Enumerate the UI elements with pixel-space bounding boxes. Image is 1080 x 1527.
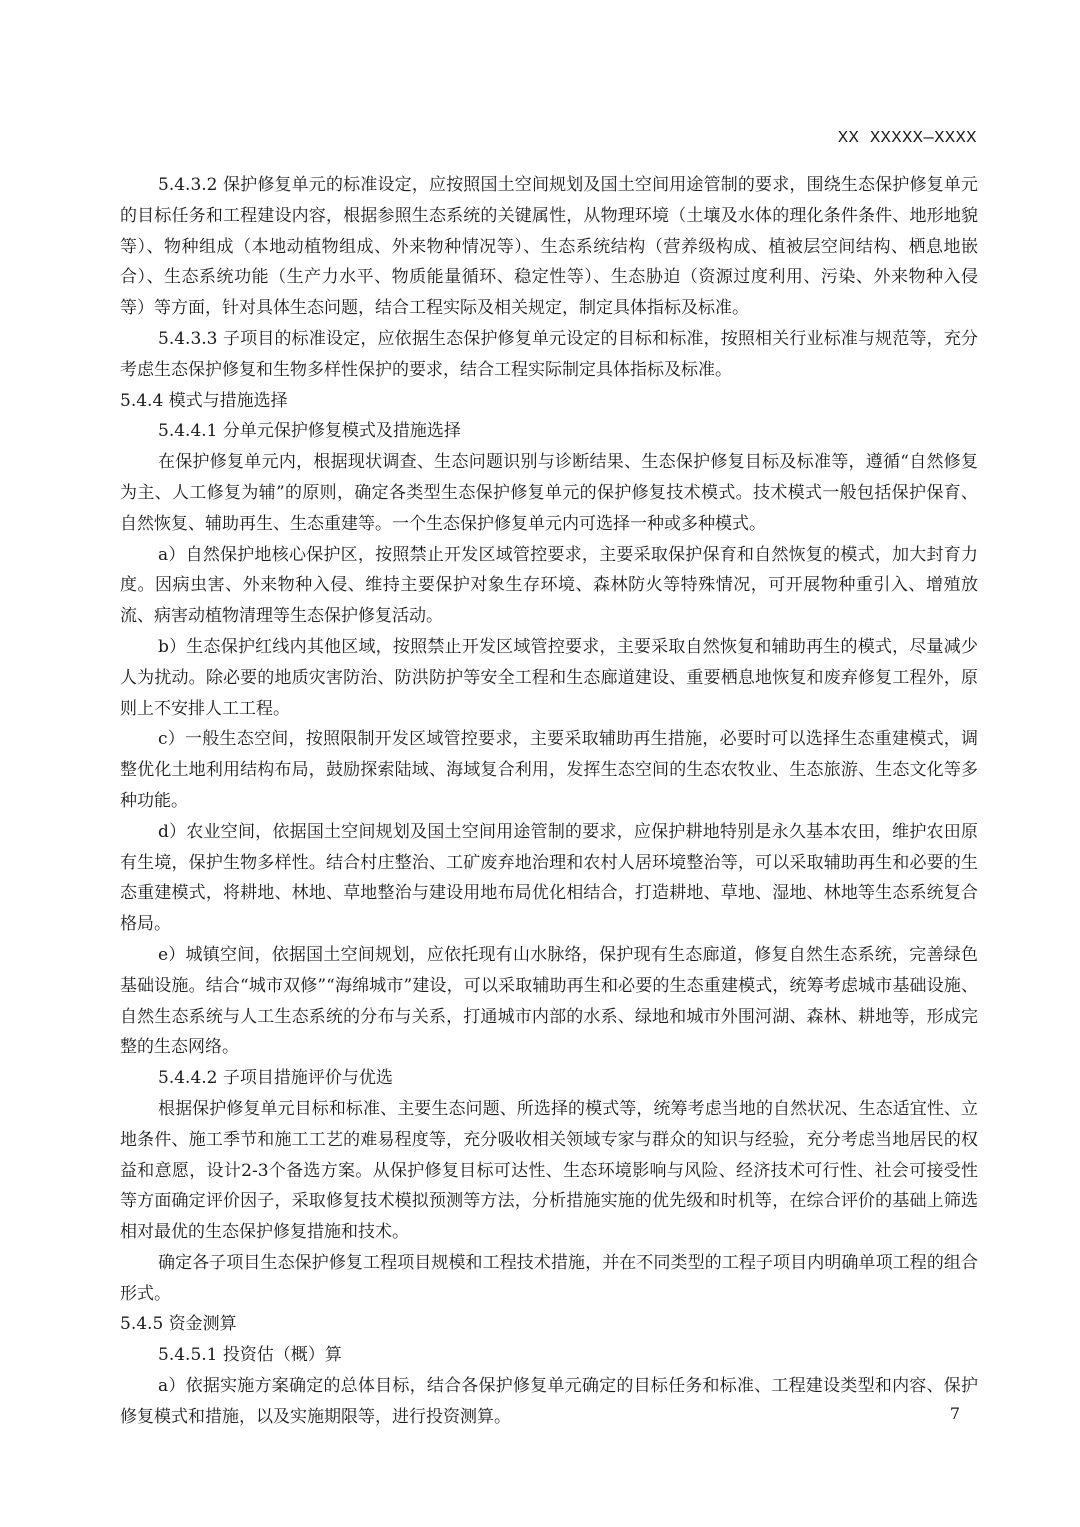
paragraph-unit-modes: 在保护修复单元内，根据现状调查、生态问题识别与诊断结果、生态保护修复目标及标准等，遵循“自然修复为主、人工修复为辅”的原则，确定各类型生态保护修复单元的保护修复技术模式。技术模式一般包括保护保育、自然恢复、辅助再生、生态重建等。一个生态保护修复单元内可选择一种或多种模式。 xyxy=(120,452,978,534)
heading-5-4-5: 5.4.5 资金测算 xyxy=(120,1314,237,1335)
heading-5-4-5-1: 5.4.5.1 投资估（概）算 xyxy=(158,1345,342,1366)
list-item-d: d）农业空间，依据国土空间规划及国土空间用途管制的要求，应保护耕地特别是永久基本农田，维护农田原有生境，保护生物多样性。结合村庄整治、工矿废弃地治理和农村人居环境整治等，可以采取辅助再生和必要的生态重建模式，将耕地、林地、草地整治与建设用地布局优化相结合，打造耕地、草地、湿地、林地等生态系统复合格局。 xyxy=(120,821,978,935)
paragraph-5-4-3-3: 5.4.3.3 子项目的标准设定，应依据生态保护修复单元设定的目标和标准，按照相关行业标准与规范等，充分考虑生态保护修复和生物多样性保护的要求，结合工程实际制定具体指标及标准。 xyxy=(120,328,978,380)
body-text xyxy=(120,170,978,1433)
paragraph-5-4-3-2: 5.4.3.2 保护修复单元的标准设定，应按照国土空间规划及国土空间用途管制的要求，围绕生态保护修复单元的目标任务和工程建设内容，根据参照生态系统的关键属性，从物理环境（土壤及水体的理化条件条件、地形地貌等）、物种组成（本地动植物组成、外来物种情况等）、生态系统结构（营养级构成、植被层空间结构、栖息地嵌合）、生态系统功能（生产力水平、物质能量循环、稳定性等）、生态胁迫（资源过度利用、污染、外来物种入侵等）等方面，针对具体生态问题，结合工程实际及相关规定，制定具体指标及标准。 xyxy=(120,175,978,319)
list-item-a: a）自然保护地核心保护区，按照禁止开发区域管控要求，主要采取保护保育和自然恢复的模式，加大封育力度。因病虫害、外来物种入侵、维持主要保护对象生存环境、森林防火等特殊情况，可开展物种重引入、增殖放流、病害动植物清理等生态保护修复活动。 xyxy=(120,544,978,627)
list-item-e: e）城镇空间，依据国土空间规划，应依托现有山水脉络，保护现有生态廊道，修复自然生态系统，完善绿色基础设施。结合“城市双修”“海绵城市”建设，可以采取辅助再生和必要的生态重建模式，统筹考虑城市基础设施、自然生态系统与人工生态系统的分布与关系，打通城市内部的水系、绿地和城市外围河湖、森林、耕地等，形成完整的生态网络。 xyxy=(120,944,978,1058)
list-item-b: b）生态保护红线内其他区域，按照禁止开发区域管控要求，主要采取自然恢复和辅助再生的模式，尽量减少人为扰动。除必要的地质灾害防治、防洪防护等安全工程和生态廊道建设、重要栖息地恢复和废弃修复工程外，原则上不安排人工工程。 xyxy=(120,636,978,719)
heading-5-4-4-1: 5.4.4.1 分单元保护修复模式及措施选择 xyxy=(158,421,461,442)
paragraph-project-scale: 确定各子项目生态保护修复工程项目规模和工程技术措施，并在不同类型的工程子项目内明确单项工程的组合形式。 xyxy=(120,1252,978,1304)
paragraph-evaluation: 根据保护修复单元目标和标准、主要生态问题、所选择的模式等，统筹考虑当地的自然状况、生态适宜性、立地条件、施工季节和施工工艺的难易程度等，充分吸收相关领域专家与群众的知识与经验，充分考虑当地居民的权益和意愿，设计2-3个备选方案。从保护修复目标可达性、生态环境影响与风险、经济技术可行性、社会可接受性等方面确定评价因子，采取修复技术模拟预测等方法，分析措施实施的优先级和时机等，在综合评价的基础上筛选相对最优的生态保护修复措施和技术。 xyxy=(120,1098,978,1243)
page-number: 7 xyxy=(949,1404,960,1423)
standard-code: XX XXXXX—XXXX xyxy=(837,129,977,148)
list-item-a-investment: a）依据实施方案确定的总体目标，结合各保护修复单元确定的目标任务和标准、工程建设类型和内容、保护修复模式和措施，以及实施期限等，进行投资测算。 xyxy=(120,1376,978,1427)
heading-5-4-4: 5.4.4 模式与措施选择 xyxy=(120,390,288,411)
list-item-c: c）一般生态空间，按照限制开发区域管控要求，主要采取辅助再生措施，必要时可以选择生态重建模式，调整优化土地利用结构布局，鼓励探索陆域、海域复合利用，发挥生态空间的生态农牧业、生态旅游、生态文化等多种功能。 xyxy=(120,729,978,811)
heading-5-4-4-2: 5.4.4.2 子项目措施评价与优选 xyxy=(158,1068,393,1089)
